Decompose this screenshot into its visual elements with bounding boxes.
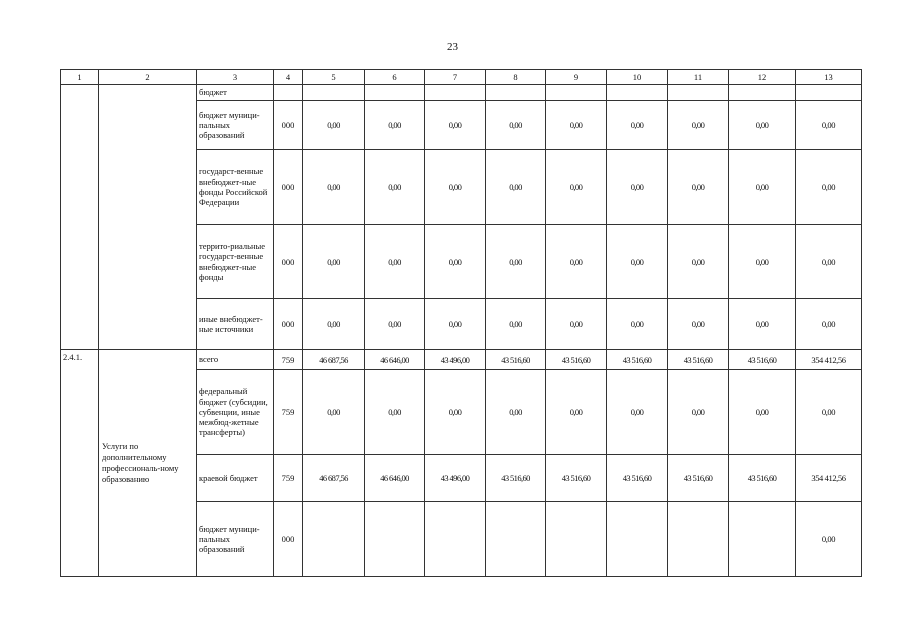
amount-cell: 43 516,60 (607, 350, 668, 370)
amount-cell: 0,00 (425, 299, 486, 350)
amount-cell: 0,00 (607, 299, 668, 350)
amount-cell: 0,00 (796, 150, 862, 225)
amount-cell: 46 687,56 (303, 455, 365, 502)
budget-code: 759 (274, 370, 303, 455)
amount-cell: 0,00 (365, 225, 425, 299)
amount-cell: 0,00 (425, 370, 486, 455)
budget-code: 759 (274, 455, 303, 502)
amount-cell: 0,00 (365, 150, 425, 225)
amount-cell: 0,00 (303, 225, 365, 299)
amount-cell (365, 85, 425, 101)
amount-cell (425, 502, 486, 577)
amount-cell: 0,00 (486, 150, 546, 225)
amount-cell: 0,00 (546, 370, 607, 455)
table-row (61, 85, 862, 101)
funding-source: бюджет (197, 85, 274, 101)
row-number (61, 85, 99, 350)
amount-cell: 0,00 (486, 299, 546, 350)
amount-cell: 0,00 (796, 101, 862, 150)
amount-cell (668, 502, 729, 577)
amount-cell: 43 516,60 (729, 350, 796, 370)
amount-cell (729, 85, 796, 101)
budget-code: 000 (274, 101, 303, 150)
amount-cell: 43 516,60 (668, 350, 729, 370)
column-number: 7 (425, 70, 486, 85)
service-name: Услуги по дополнительному профессиональ-ному образованию (99, 350, 197, 577)
amount-cell (365, 502, 425, 577)
amount-cell: 0,00 (729, 150, 796, 225)
amount-cell: 46 646,00 (365, 455, 425, 502)
amount-cell: 43 496,00 (425, 455, 486, 502)
amount-cell (729, 502, 796, 577)
funding-source: краевой бюджет (197, 455, 274, 502)
amount-cell (796, 85, 862, 101)
amount-cell: 0,00 (668, 370, 729, 455)
amount-cell (486, 502, 546, 577)
funding-source: бюджет муници-пальных образований (197, 502, 274, 577)
page-number: 23 (447, 41, 458, 53)
amount-cell: 0,00 (303, 101, 365, 150)
budget-code (274, 85, 303, 101)
column-number: 2 (99, 70, 197, 85)
amount-cell: 0,00 (425, 150, 486, 225)
budget-code: 759 (274, 350, 303, 370)
funding-source: иные внебюджет-ные источники (197, 299, 274, 350)
amount-cell: 354 412,56 (796, 455, 862, 502)
amount-cell: 0,00 (607, 225, 668, 299)
amount-cell: 43 516,60 (546, 350, 607, 370)
amount-cell: 354 412,56 (796, 350, 862, 370)
amount-cell (303, 502, 365, 577)
amount-cell: 0,00 (729, 299, 796, 350)
amount-cell: 43 516,60 (486, 350, 546, 370)
amount-cell: 46 687,56 (303, 350, 365, 370)
table-row (61, 350, 862, 370)
row-number: 2.4.1. (61, 350, 99, 577)
column-number: 4 (274, 70, 303, 85)
column-number: 11 (668, 70, 729, 85)
column-number-row (61, 70, 862, 85)
amount-cell: 0,00 (729, 225, 796, 299)
amount-cell: 0,00 (486, 101, 546, 150)
amount-cell (546, 85, 607, 101)
amount-cell (486, 85, 546, 101)
amount-cell: 43 516,60 (729, 455, 796, 502)
amount-cell: 43 516,60 (486, 455, 546, 502)
amount-cell: 0,00 (668, 225, 729, 299)
amount-cell: 0,00 (303, 150, 365, 225)
column-number: 13 (796, 70, 862, 85)
service-name (99, 85, 197, 350)
column-number: 10 (607, 70, 668, 85)
amount-cell: 0,00 (486, 370, 546, 455)
amount-cell: 0,00 (365, 370, 425, 455)
amount-cell: 0,00 (425, 101, 486, 150)
budget-table (60, 69, 862, 577)
amount-cell: 0,00 (546, 299, 607, 350)
column-number: 3 (197, 70, 274, 85)
amount-cell: 0,00 (365, 299, 425, 350)
column-number: 1 (61, 70, 99, 85)
amount-cell: 0,00 (365, 101, 425, 150)
amount-cell (425, 85, 486, 101)
column-number: 6 (365, 70, 425, 85)
amount-cell: 0,00 (796, 502, 862, 577)
amount-cell: 0,00 (546, 101, 607, 150)
funding-source: террито-риальные государст-венные внебюджет-ные фонды (197, 225, 274, 299)
amount-cell (546, 502, 607, 577)
amount-cell: 0,00 (796, 370, 862, 455)
amount-cell (607, 85, 668, 101)
amount-cell: 0,00 (546, 225, 607, 299)
funding-source: всего (197, 350, 274, 370)
amount-cell: 43 516,60 (546, 455, 607, 502)
amount-cell: 46 646,00 (365, 350, 425, 370)
column-number: 5 (303, 70, 365, 85)
amount-cell: 0,00 (668, 101, 729, 150)
amount-cell: 0,00 (796, 225, 862, 299)
budget-code: 000 (274, 150, 303, 225)
amount-cell (668, 85, 729, 101)
amount-cell: 0,00 (729, 101, 796, 150)
amount-cell: 0,00 (303, 370, 365, 455)
budget-code: 000 (274, 299, 303, 350)
funding-source: государст-венные внебюджет-ные фонды Российской Федерации (197, 150, 274, 225)
amount-cell (607, 502, 668, 577)
column-number: 12 (729, 70, 796, 85)
amount-cell: 43 516,60 (607, 455, 668, 502)
budget-code: 000 (274, 225, 303, 299)
amount-cell: 43 516,60 (668, 455, 729, 502)
amount-cell: 0,00 (668, 150, 729, 225)
amount-cell: 0,00 (607, 101, 668, 150)
amount-cell: 0,00 (668, 299, 729, 350)
amount-cell: 0,00 (486, 225, 546, 299)
column-number: 9 (546, 70, 607, 85)
amount-cell: 0,00 (546, 150, 607, 225)
amount-cell: 0,00 (607, 370, 668, 455)
amount-cell (303, 85, 365, 101)
funding-source: федеральный бюджет (субсидии, субвенции, иные межбюд-жетные трансферты) (197, 370, 274, 455)
amount-cell: 0,00 (729, 370, 796, 455)
amount-cell: 0,00 (425, 225, 486, 299)
column-number: 8 (486, 70, 546, 85)
funding-source: бюджет муници-пальных образований (197, 101, 274, 150)
amount-cell: 0,00 (796, 299, 862, 350)
amount-cell: 0,00 (303, 299, 365, 350)
budget-code: 000 (274, 502, 303, 577)
amount-cell: 43 496,00 (425, 350, 486, 370)
amount-cell: 0,00 (607, 150, 668, 225)
